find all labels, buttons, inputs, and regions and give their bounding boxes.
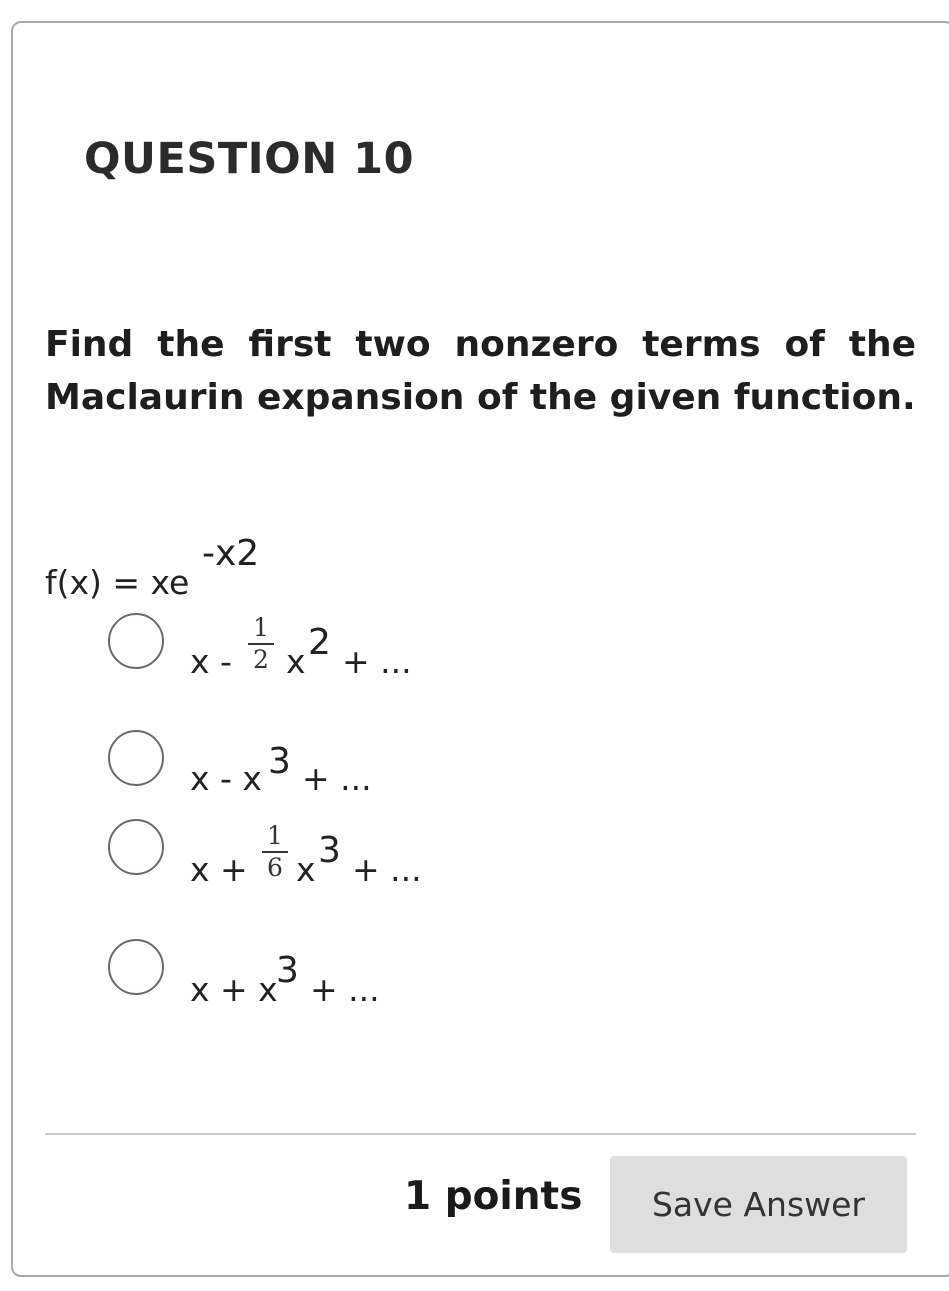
answer-option-2[interactable] — [108, 729, 508, 809]
question-text: Find the first two nonzero terms of the Maclaurin expansion of the given function. — [45, 324, 916, 418]
option-3-fraction — [262, 822, 288, 882]
fraction-denominator: 2 — [253, 645, 269, 674]
option-2-exponent: 3 — [268, 741, 291, 782]
option-1-exponent: 2 — [308, 622, 331, 663]
option-1-variable: x — [286, 642, 306, 681]
function-exponent: -x2 — [202, 533, 260, 574]
option-4-suffix: + ... — [310, 970, 380, 1009]
option-3-variable: x — [296, 850, 316, 889]
option-2-suffix: + ... — [302, 759, 372, 798]
radio-button-option-3[interactable] — [108, 819, 164, 875]
fraction-numerator: 1 — [253, 613, 269, 642]
option-3-suffix: + ... — [352, 850, 422, 889]
option-3-exponent: 3 — [318, 830, 341, 871]
answer-option-3[interactable] — [108, 818, 508, 898]
option-4-prefix: x + x — [190, 970, 278, 1009]
fraction-denominator: 6 — [267, 853, 283, 882]
option-1-suffix: + ... — [342, 642, 412, 681]
option-3-prefix: x + — [190, 850, 248, 889]
footer-divider — [45, 1133, 916, 1135]
option-1-fraction — [248, 614, 274, 674]
fraction-numerator: 1 — [267, 821, 283, 850]
radio-button-option-4[interactable] — [108, 939, 164, 995]
function-base: f(x) = xe — [45, 563, 190, 602]
radio-button-option-1[interactable] — [108, 613, 164, 669]
option-2-prefix: x - x — [190, 759, 262, 798]
answer-option-1[interactable] — [108, 612, 508, 692]
points-value: 1 points — [404, 1174, 583, 1219]
question-title: QUESTION 10 — [84, 134, 414, 184]
radio-button-option-2[interactable] — [108, 730, 164, 786]
save-answer-button[interactable]: Save Answer — [610, 1156, 907, 1253]
option-4-exponent: 3 — [276, 950, 299, 991]
answer-option-4[interactable] — [108, 938, 508, 1018]
option-1-prefix: x - — [190, 642, 232, 681]
